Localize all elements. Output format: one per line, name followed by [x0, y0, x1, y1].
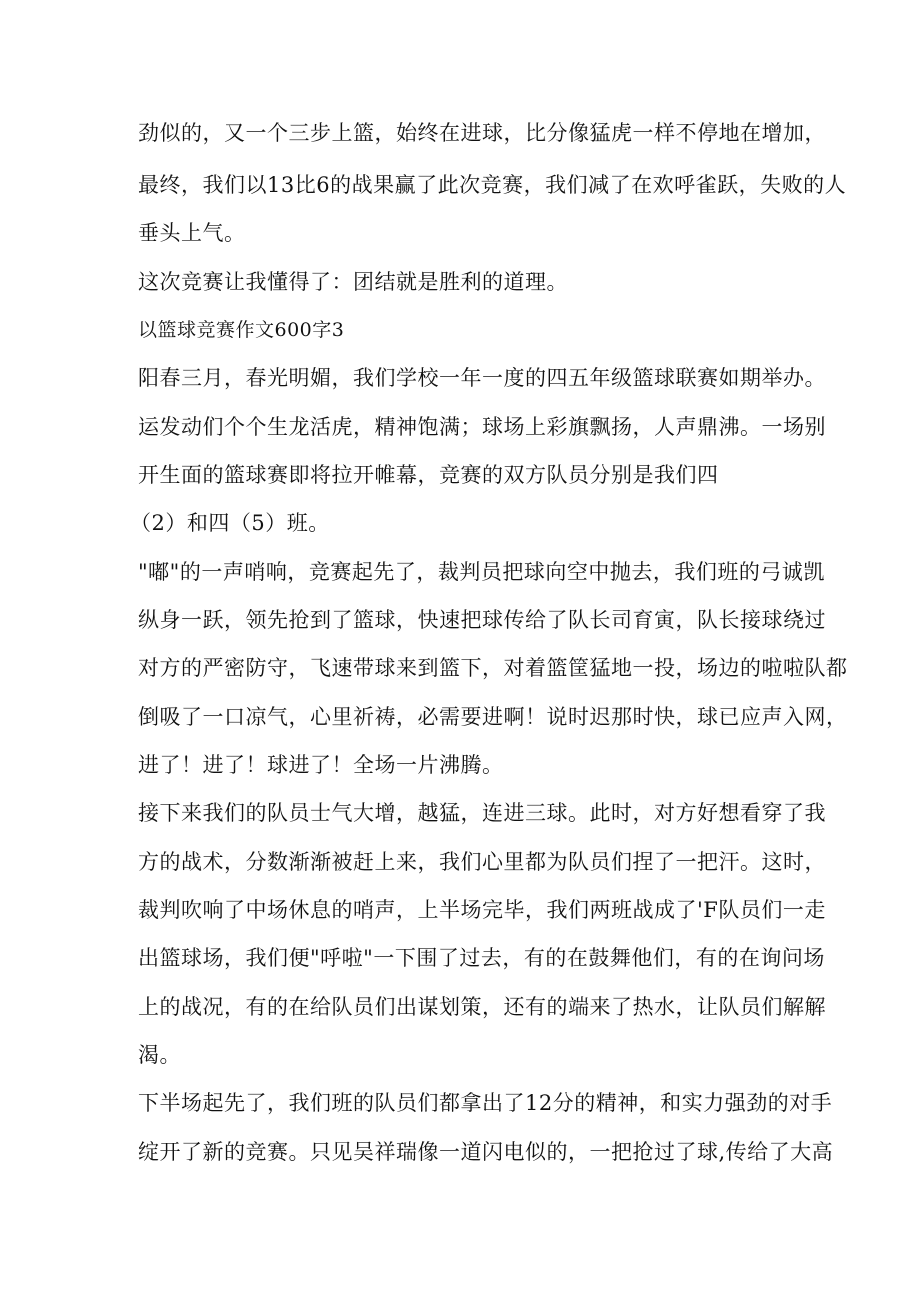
- text-line: 上的战况，有的在给队员们出谋划策，还有的端来了热水，让队员们解解: [138, 995, 826, 1019]
- text-line: 最终，我们以13比6的战果赢了此次竞赛，我们减了在欢呼雀跃，失败的人: [138, 173, 847, 197]
- text-line: 垂头上气。: [138, 221, 246, 245]
- section-heading: 以篮球竞赛作文600字3: [138, 319, 345, 341]
- text-line: 对方的严密防守，飞速带球来到篮下，对着篮筐猛地一投，场边的啦啦队都: [138, 656, 848, 680]
- text-line: 接下来我们的队员士气大增，越猛，连进三球。此时，对方好想看穿了我: [138, 801, 826, 825]
- text-line: 方的战术，分数渐渐被赶上来，我们心里都为队员们捏了一把汗。这时，: [138, 850, 826, 874]
- text-line: 阳春三月，春光明媚，我们学校一年一度的四五年级篮球联赛如期举办。: [138, 366, 826, 390]
- text-line: 这次竞赛让我懂得了：团结就是胜利的道理。: [138, 270, 568, 294]
- text-line: 运发动们个个生龙活虎，精神饱满；球场上彩旗飘扬，人声鼎沸。一场别: [138, 415, 826, 439]
- text-line: 进了！进了！球进了！全场一片沸腾。: [138, 753, 504, 777]
- text-line: 纵身一跃，领先抢到了篮球，快速把球传给了队长司育寅，队长接球绕过: [138, 608, 826, 632]
- text-line: 裁判吹响了中场休息的哨声，上半场完毕，我们两班战成了'F队员们一走: [138, 898, 826, 922]
- text-line: 渴。: [138, 1043, 181, 1067]
- text-line: （2）和四（5）班。: [130, 511, 330, 535]
- text-line: 出篮球场，我们便"呼啦"一下围了过去，有的在鼓舞他们，有的在询问场: [138, 946, 825, 970]
- text-line: 下半场起先了，我们班的队员们都拿出了12分的精神，和实力强劲的对手: [138, 1091, 833, 1115]
- text-line: 绽开了新的竞赛。只见吴祥瑞像一道闪电似的，一把抢过了球,传给了大高: [138, 1140, 834, 1164]
- text-line: 开生面的篮球赛即将拉开帷幕，竞赛的双方队员分别是我们四: [138, 463, 719, 487]
- text-line: "嘟"的一声哨响，竞赛起先了，裁判员把球向空中抛去，我们班的弓诚凯: [138, 560, 825, 584]
- text-line: 倒吸了一口凉气，心里祈祷，必需要进啊！说时迟那时快，球已应声入网，: [138, 705, 848, 729]
- text-line: 劲似的，又一个三步上篮，始终在进球，比分像猛虎一样不停地在增加，: [138, 121, 826, 145]
